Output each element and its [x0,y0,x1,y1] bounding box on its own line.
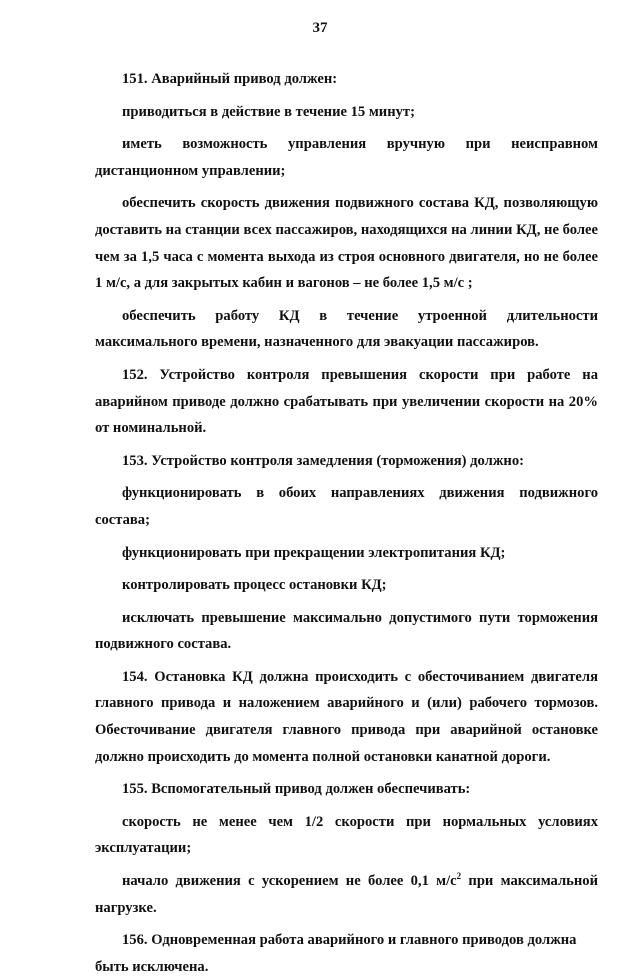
paragraph-155-item-1: скорость не менее чем 1/2 скорости при нормальных условиях эксплуатации; [95,813,598,857]
paragraph-151-item-3: обеспечить скорость движения подвижного состава КД, позволяющую доставить на станции всех пассажиров, находящихся на линии КД, не более чем за 1,5 часа с момента выхода из строя основного двигателя, но не более 1 м/с, а для закрытых кабин и вагонов – не более 1,5 м/с ; [95,195,598,292]
paragraph-151-item-1: приводиться в действие в течение 15 минут; [122,103,415,120]
paragraph-151-heading: 151. Аварийный привод должен: [122,71,338,87]
paragraph-153-item-1: функционировать в обоих направлениях движения подвижного состава; [95,485,598,528]
paragraph-155-heading: 155. Вспомогательный привод должен обеспечивать: [122,781,471,798]
paragraph-155-item-2-tail: при максимальной нагрузке. [95,873,598,916]
paragraph-155-item-2 [95,868,598,921]
paragraph-153-heading: 153. Устройство контроля замедления (торможения) должно: [122,452,524,469]
squared-superscript: 2 [456,871,462,882]
paragraph-153-item-4: исключать превышение максимально допустимого пути торможения подвижного состава. [95,609,598,653]
paragraph-151-item-4: обеспечить работу КД в течение утроенной длительности максимального времени, назначенного для эвакуации пассажиров. [95,307,598,351]
page-number: 37 [312,20,328,36]
paragraph-152: 152. Устройство контроля превышения скорости при работе на аварийном приводе должно срабатывать при увеличении скорости на 20% от номинальной. [95,366,598,437]
paragraph-153-item-3: контролировать процесс остановки КД; [122,577,387,594]
paragraph-156: 156. Одновременная работа аварийного и главного приводов должна быть исключена. [95,932,577,975]
paragraph-154: 154. Остановка КД должна происходить с обесточиванием двигателя главного привода и наложением аварийного и (или) рабочего тормозов. Обесточивание двигателя главного привода при аварийной остановке должно происходить до момента полной остановки канатной дороги. [95,668,598,765]
paragraph-155-item-2-text: начало движения с ускорением не более 0,1 м/с [122,873,457,890]
paragraph-151-item-2: иметь возможность управления вручную при неисправном дистанционном управлении; [95,136,598,179]
paragraph-153-item-2: функционировать при прекращении электропитания КД; [122,544,506,561]
document-body [95,66,598,980]
